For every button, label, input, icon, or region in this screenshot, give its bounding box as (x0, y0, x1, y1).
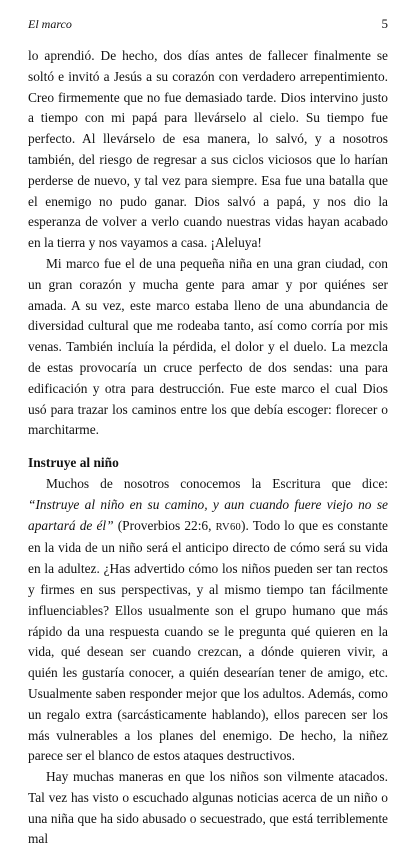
bible-version: RV60 (215, 521, 242, 533)
paragraph-continuation: lo aprendió. De hecho, dos días antes de fallecer finalmente se soltó e invitó a Jesús a su corazón con verdadero arrepentimiento. Creo firmemente que no fue demasiado tarde. Dios intervino justo a tiempo con mi papá para llevárselo al cielo. Su tiempo fue perfecto. Al llevárselo de esa manera, lo salvó, y a nosotros también, del riesgo de regresar a sus ciclos viciosos que lo harían perderse de nuevo, y tal vez para siempre. Esa fue una batalla que el enemigo no pudo ganar. Dios salvó a papá, y nos dio la esperanza de volver a verlo cuando nuestras vidas hayan acabado en la tierra y nos vayamos a casa. ¡Aleluya! (28, 48, 388, 251)
paragraph-scripture-intro: Muchos de nosotros conocemos la Escritura que dice: (46, 475, 388, 491)
scripture-quote: “Instruye al niño en su camino, y aun cuando fuere viejo no se apartará de él” (28, 496, 388, 533)
page-number: 5 (381, 16, 388, 31)
running-title: El marco (28, 17, 72, 31)
book-page (28, 16, 388, 847)
paragraph-scripture-body: ). Todo lo que es constante en la vida de un niño será el anticipo directo de cómo será su vida en la adultez. ¿Has advertido cómo los niños pueden ser tan rectos y firmes en sus perspectivas, y al mismo tiempo tan fácilmente influenciables? Ellos usualmente son el grupo humano que más rápido da una respuesta cuando se le pregunta qué quieren en la vida, qué desean ser cuando crezcan, a dónde quieren vivir, a quién les gustaría conocer, a quién desearían tener de amigo, etc. Usualmente saben responder mejor que los adultos. Además, como un regalo extra (sarcásticamente hablando), ellos parecen ser los más vulnerables a los planes del enemigo. De hecho, la niñez parece ser el blanco de estos ataques destructivos. (28, 517, 388, 764)
section-heading: Instruye al niño (28, 455, 119, 471)
paragraph-scripture (28, 474, 388, 767)
running-header (28, 16, 388, 32)
body-text (28, 46, 388, 850)
paragraph-marco: Mi marco fue el de una pequeña niña en una gran ciudad, con un gran corazón y mucha gente para amar y por quiénes ser amada. A su vez, este marco estaba lleno de una abundancia de diversidad cultural que me rodeaba tanto, así como corría por mis venas. También incluía la pérdida, el dolor y el duelo. La mezcla de estas provocaría un cruce perfecto de dos sendas: una para edificación y otra para destrucción. Fue este marco el cual Dios usó para trazar los caminos entre los que debía escoger: florecer o marchitarme. (28, 255, 388, 438)
paragraph-attacks: Hay muchas maneras en que los niños son vilmente atacados. Tal vez has visto o escuchado algunas noticias acerca de un niño o una niña que ha sido abusado o secuestrado, que está terriblemente mal (28, 769, 388, 847)
scripture-reference: (Proverbios 22:6, (113, 517, 216, 533)
